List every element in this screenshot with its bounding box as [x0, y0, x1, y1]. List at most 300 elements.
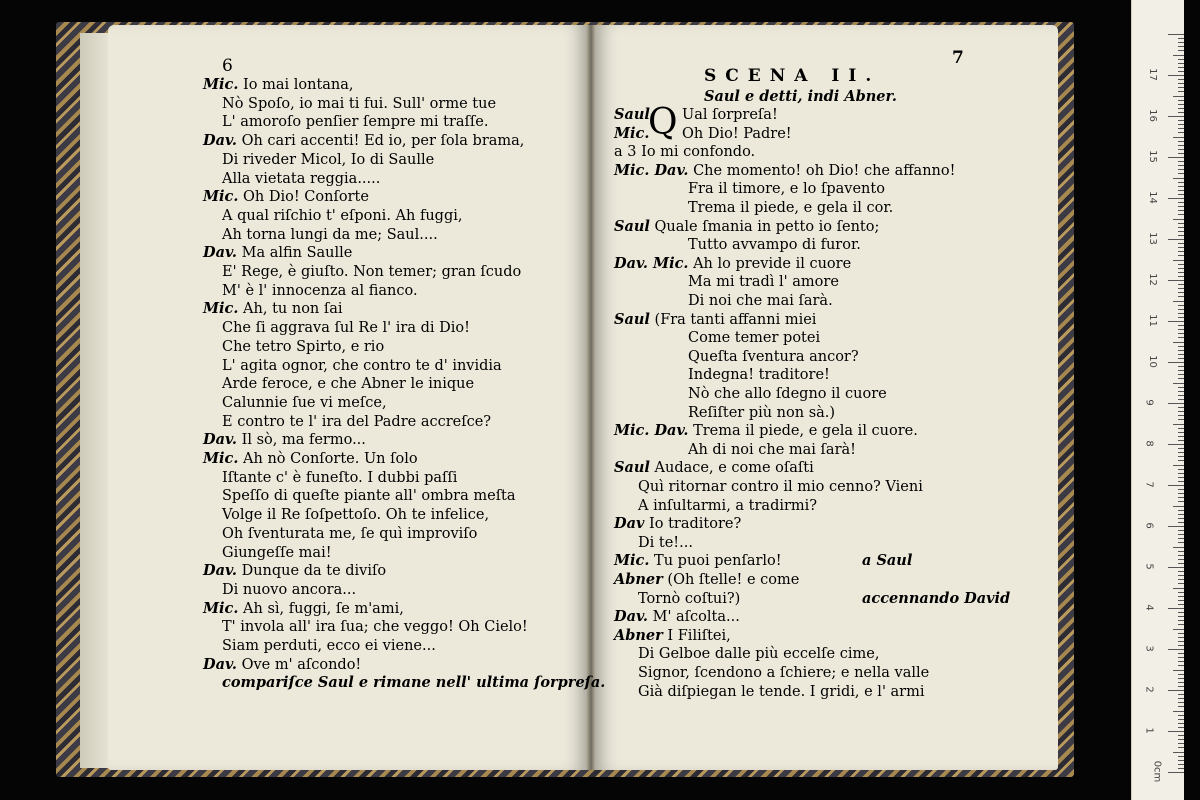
- ruler-tick: [1178, 83, 1184, 84]
- ruler-tick: [1178, 657, 1184, 658]
- ruler-label: 5: [1143, 563, 1155, 570]
- line-text: (Oh ſtelle! e come: [662, 572, 800, 588]
- ruler-label: 0cm: [1151, 760, 1163, 783]
- line-text: Ma mi tradì l' amore: [688, 274, 839, 291]
- dropcap-letter: Q: [648, 102, 678, 143]
- speaker-label: Dav.: [203, 132, 237, 150]
- ruler-tick: [1178, 616, 1184, 617]
- ruler-tick: [1173, 752, 1184, 753]
- ruler-tick: [1178, 313, 1184, 314]
- ruler-tick: [1178, 743, 1184, 744]
- ruler-tick: [1178, 276, 1184, 277]
- speaker-label: Abner: [614, 626, 663, 644]
- speaker-label: Mic.: [203, 450, 239, 467]
- text-line: [222, 95, 496, 113]
- ruler-tick: [1178, 612, 1184, 613]
- text-line: [688, 385, 887, 403]
- ruler-tick: [1178, 493, 1184, 494]
- text-line: [614, 255, 851, 273]
- ruler-tick: [1178, 251, 1184, 252]
- ruler-tick: [1178, 661, 1184, 662]
- speaker-label: Mic.: [203, 188, 239, 206]
- ruler-tick: [1173, 219, 1184, 220]
- ruler-tick: [1178, 739, 1184, 740]
- text-line: [203, 450, 418, 468]
- ruler-tick: [1178, 653, 1184, 654]
- ruler-tick: [1178, 518, 1184, 519]
- ruler-tick: [1168, 157, 1184, 158]
- line-text: Ual ſorpreſa!: [682, 107, 778, 123]
- text-line: [614, 162, 955, 180]
- text-line: [638, 683, 925, 701]
- ruler-tick: [1178, 161, 1184, 162]
- line-text: I Filiſtei,: [662, 627, 731, 644]
- ruler-tick: [1178, 387, 1184, 388]
- ruler-tick: [1178, 210, 1184, 211]
- text-line: [638, 497, 817, 515]
- text-line: [222, 487, 516, 505]
- ruler-tick: [1178, 358, 1184, 359]
- ruler-tick: [1178, 756, 1184, 757]
- text-line: [688, 441, 856, 459]
- speaker-label: Saul: [614, 217, 650, 235]
- ruler-tick: [1178, 723, 1184, 724]
- text-line: [614, 552, 913, 570]
- text-line: [203, 656, 361, 674]
- line-text: Tornò coſtui?): [638, 590, 741, 607]
- text-line: [614, 459, 814, 477]
- ruler-tick: [1178, 87, 1184, 88]
- ruler-tick: [1178, 428, 1184, 429]
- line-text: Fra il timore, e lo ſpavento: [688, 181, 885, 198]
- right-page-number: 7: [952, 48, 964, 68]
- ruler-tick: [1178, 514, 1184, 515]
- speaker-label: Dav.: [614, 608, 648, 626]
- line-text: Iſtante c' è funeſto. I dubbi paſſi: [222, 469, 458, 486]
- ruler-tick: [1168, 772, 1184, 773]
- ruler-tick: [1178, 71, 1184, 72]
- ruler-tick: [1178, 38, 1184, 39]
- text-line: [614, 311, 816, 329]
- ruler-label: 6: [1143, 522, 1155, 529]
- ruler-tick: [1178, 214, 1184, 215]
- speaker-label: Mic.: [614, 552, 650, 570]
- ruler-tick: [1178, 624, 1184, 625]
- ruler-label: 2: [1143, 686, 1155, 693]
- ruler-tick: [1178, 354, 1184, 355]
- line-text: Io mai lontana,: [238, 77, 354, 93]
- ruler-tick: [1178, 678, 1184, 679]
- line-text: Dunque da te diviſo: [236, 563, 387, 580]
- ruler-tick: [1178, 247, 1184, 248]
- ruler-tick: [1178, 329, 1184, 330]
- ruler-tick: [1178, 350, 1184, 351]
- line-text: Volge il Re ſoſpettoſo. Oh te infelice,: [222, 507, 490, 524]
- ruler-tick: [1173, 342, 1184, 343]
- ruler-tick: [1178, 440, 1184, 441]
- line-text: Di Gelboe dalle più eccelſe cime,: [638, 646, 880, 663]
- line-text: Ah, tu non ſai: [238, 301, 343, 318]
- line-text: Siam perduti, ecco ei viene...: [222, 638, 436, 654]
- line-text: Nò che allo ſdegno il cuore: [688, 386, 887, 402]
- ruler-label: 12: [1146, 273, 1158, 286]
- text-line: [203, 431, 366, 449]
- text-line: [688, 199, 893, 217]
- ruler-tick: [1178, 604, 1184, 605]
- ruler-tick: [1178, 165, 1184, 166]
- ruler-label: 10: [1146, 355, 1158, 368]
- ruler-tick: [1178, 79, 1184, 80]
- ruler-tick: [1178, 128, 1184, 129]
- line-text: Signor, ſcendono a ſchiere; e nella valle: [638, 665, 930, 681]
- ruler-tick: [1178, 100, 1184, 101]
- line-text: Quale ſmania in petto io ſento;: [649, 218, 880, 235]
- ruler-label: 14: [1146, 191, 1158, 204]
- ruler-label: 15: [1146, 150, 1158, 163]
- line-text: Ma alfin Saulle: [236, 245, 353, 262]
- ruler-tick: [1168, 526, 1184, 527]
- ruler-tick: [1178, 370, 1184, 371]
- ruler-tick: [1178, 366, 1184, 367]
- ruler-tick: [1178, 411, 1184, 412]
- ruler-tick: [1168, 567, 1184, 568]
- ruler-tick: [1178, 223, 1184, 224]
- line-text: Io traditore?: [644, 516, 742, 533]
- line-text: Ah sì, fuggi, ſe m'ami,: [238, 600, 404, 617]
- ruler-tick: [1178, 243, 1184, 244]
- line-text: Oh Dio! Conſorte: [238, 189, 369, 206]
- ruler-tick: [1178, 272, 1184, 273]
- speaker-label: Dav.: [203, 431, 237, 449]
- text-line: [614, 608, 740, 626]
- ruler-tick: [1173, 424, 1184, 425]
- speaker-label: Mic. Dav.: [614, 161, 689, 179]
- ruler-tick: [1178, 534, 1184, 535]
- ruler-tick: [1168, 321, 1184, 322]
- text-line: [688, 348, 859, 366]
- speaker-label: Dav.: [203, 244, 237, 262]
- speaker-label: Dav. Mic.: [614, 254, 689, 272]
- ruler-tick: [1168, 34, 1184, 35]
- ruler-tick: [1178, 706, 1184, 707]
- ruler-tick: [1178, 91, 1184, 92]
- ruler-tick: [1168, 116, 1184, 117]
- text-line: [203, 562, 386, 580]
- line-text: Ove m' aſcondo!: [236, 656, 362, 673]
- ruler-tick: [1178, 391, 1184, 392]
- text-line: [222, 581, 356, 599]
- line-text: Trema il piede, e gela il cuore.: [688, 423, 918, 440]
- ruler-tick: [1178, 182, 1184, 183]
- line-text: Di nuovo ancora...: [222, 581, 357, 598]
- line-text: (Fra tanti affanni miei: [649, 311, 817, 328]
- ruler-tick: [1178, 120, 1184, 121]
- text-line: [614, 627, 731, 645]
- text-line: [614, 125, 792, 143]
- ruler-tick: [1178, 104, 1184, 105]
- text-line: [688, 329, 820, 347]
- text-line: [222, 207, 462, 225]
- ruler-tick: [1173, 383, 1184, 384]
- speaker-label: Mic.: [614, 124, 650, 142]
- text-line: [222, 170, 380, 188]
- ruler-tick: [1178, 600, 1184, 601]
- text-line: [688, 273, 839, 291]
- text-line: [222, 319, 470, 337]
- ruler-label: 17: [1146, 68, 1158, 81]
- line-text: Che tetro Spirto, e rio: [222, 338, 385, 355]
- text-line: [614, 422, 918, 440]
- ruler-tick: [1178, 436, 1184, 437]
- ruler-tick: [1178, 264, 1184, 265]
- line-text: Di noi che mai ſarà.: [688, 293, 833, 309]
- text-line: [222, 357, 502, 375]
- text-line: [222, 113, 488, 131]
- ruler-tick: [1178, 235, 1184, 236]
- text-line: [222, 544, 332, 562]
- ruler-tick: [1178, 501, 1184, 502]
- ruler-tick: [1173, 670, 1184, 671]
- line-text: E contro te l' ira del Padre accreſce?: [222, 413, 492, 430]
- line-text: Oh ſventurata me, ſe quì improviſo: [222, 525, 478, 542]
- text-line: [222, 375, 474, 393]
- ruler-tick: [1178, 592, 1184, 593]
- ruler-tick: [1178, 551, 1184, 552]
- ruler-tick: [1178, 124, 1184, 125]
- text-line: [614, 143, 755, 161]
- line-text: compariſce Saul e rimane nell' ultima ſorpreſa.: [222, 674, 606, 692]
- text-line: [222, 469, 457, 487]
- text-line: [203, 600, 404, 618]
- ruler-tick: [1178, 674, 1184, 675]
- ruler-tick: [1178, 374, 1184, 375]
- line-text: Ah lo previde il cuore: [688, 255, 852, 272]
- line-text: A qual riſchio t' eſponi. Ah fuggi,: [222, 207, 463, 224]
- ruler-tick: [1178, 473, 1184, 474]
- ruler-tick: [1173, 629, 1184, 630]
- ruler-tick: [1178, 186, 1184, 187]
- ruler-tick: [1173, 260, 1184, 261]
- ruler-label: 4: [1143, 604, 1155, 611]
- ruler-tick: [1178, 141, 1184, 142]
- ruler-tick: [1173, 465, 1184, 466]
- ruler-tick: [1178, 268, 1184, 269]
- ruler-tick: [1178, 149, 1184, 150]
- ruler-tick: [1178, 132, 1184, 133]
- ruler-tick: [1168, 239, 1184, 240]
- left-page-number: 6: [222, 56, 233, 76]
- ruler-tick: [1178, 571, 1184, 572]
- text-line: [203, 300, 343, 318]
- ruler-tick: [1178, 284, 1184, 285]
- ruler-tick: [1178, 637, 1184, 638]
- text-line: [614, 571, 799, 589]
- ruler-tick: [1178, 317, 1184, 318]
- ruler-label: 13: [1146, 232, 1158, 245]
- line-text: E' Rege, è giuſto. Non temer; gran ſcudo: [222, 264, 522, 280]
- line-text: Quì ritornar contro il mio cenno? Vieni: [638, 479, 923, 495]
- line-text: Che momento! oh Dio! che affanno!: [688, 162, 956, 179]
- speaker-label: Mic. Dav.: [614, 422, 689, 440]
- ruler-tick: [1168, 485, 1184, 486]
- ruler-tick: [1178, 50, 1184, 51]
- line-text: Queſta ſventura ancor?: [688, 348, 859, 365]
- ruler-label: 8: [1143, 440, 1155, 447]
- ruler-tick: [1178, 333, 1184, 334]
- ruler-tick: [1178, 399, 1184, 400]
- ruler-label: 11: [1146, 314, 1158, 327]
- text-line: [203, 76, 354, 94]
- line-text: Io mi confondo.: [636, 144, 756, 161]
- ruler-tick: [1178, 735, 1184, 736]
- ruler-tick: [1178, 579, 1184, 580]
- ruler-tick: [1178, 682, 1184, 683]
- text-line: [222, 506, 489, 524]
- ruler-tick: [1178, 194, 1184, 195]
- ruler-tick: [1168, 198, 1184, 199]
- ruler-tick: [1173, 96, 1184, 97]
- ruler-tick: [1178, 305, 1184, 306]
- speaker-label: Abner: [614, 571, 663, 588]
- line-text: Di riveder Micol, Io di Saulle: [222, 151, 435, 168]
- ruler-tick: [1168, 731, 1184, 732]
- ruler-tick: [1178, 145, 1184, 146]
- text-line: [222, 525, 477, 543]
- ruler-tick: [1168, 608, 1184, 609]
- text-line: [222, 674, 605, 692]
- text-line: [638, 478, 923, 496]
- ruler-tick: [1178, 346, 1184, 347]
- ruler-tick: [1168, 444, 1184, 445]
- line-text: Nò Spoſo, io mai ti fui. Sull' orme tue: [222, 95, 497, 112]
- text-line: [222, 263, 521, 281]
- ruler-tick: [1178, 190, 1184, 191]
- ruler-tick: [1178, 309, 1184, 310]
- text-line: [638, 664, 929, 682]
- ruler-tick: [1178, 460, 1184, 461]
- ruler-tick: [1178, 153, 1184, 154]
- text-line: [614, 218, 879, 236]
- text-line: [638, 589, 1011, 608]
- text-line: [688, 292, 833, 310]
- line-text: A inſultarmi, a tradirmi?: [638, 497, 818, 514]
- line-text: Arde feroce, e che Abner le inique: [222, 376, 475, 393]
- ruler-tick: [1173, 547, 1184, 548]
- text-line: [222, 226, 438, 244]
- ruler-tick: [1178, 563, 1184, 564]
- line-text: Alla vietata reggia.....: [222, 170, 381, 187]
- speaker-label: a 3: [614, 144, 637, 161]
- ruler-label: 3: [1143, 645, 1155, 652]
- text-line: [203, 244, 352, 262]
- ruler-tick: [1178, 325, 1184, 326]
- ruler-tick: [1178, 489, 1184, 490]
- ruler-tick: [1178, 702, 1184, 703]
- scene-title: SCENA II.: [704, 66, 881, 86]
- ruler-tick: [1178, 583, 1184, 584]
- ruler-label: 7: [1143, 481, 1155, 488]
- ruler-tick: [1173, 711, 1184, 712]
- line-text: L' amoroſo penſier ſempre mi traſſe.: [222, 114, 489, 131]
- line-text: L' agita ognor, che contro te d' invidia: [222, 357, 502, 374]
- ruler-tick: [1178, 448, 1184, 449]
- text-line: [222, 282, 418, 300]
- ruler-tick: [1178, 469, 1184, 470]
- line-text: Tutto avvampo di furor.: [688, 237, 861, 254]
- ruler-tick: [1178, 727, 1184, 728]
- ruler-tick: [1178, 407, 1184, 408]
- book-gutter: [586, 25, 596, 770]
- text-line: [614, 106, 778, 124]
- measurement-ruler: [1131, 0, 1184, 800]
- ruler-tick: [1178, 538, 1184, 539]
- ruler-tick: [1178, 481, 1184, 482]
- speaker-label: Mic.: [203, 300, 239, 318]
- text-line: [222, 338, 384, 356]
- ruler-tick: [1178, 760, 1184, 761]
- line-text: Trema il piede, e gela il cor.: [688, 200, 894, 216]
- ruler-tick: [1178, 542, 1184, 543]
- ruler-tick: [1178, 522, 1184, 523]
- ruler-tick: [1178, 227, 1184, 228]
- text-line: [688, 236, 861, 254]
- line-text: Di te!...: [638, 534, 693, 551]
- ruler-tick: [1178, 288, 1184, 289]
- text-line: [203, 132, 524, 150]
- ruler-tick: [1168, 649, 1184, 650]
- line-text: Indegna! traditore!: [688, 367, 830, 384]
- ruler-label: 9: [1143, 399, 1155, 406]
- line-text: Reſiſter più non sà.): [688, 404, 836, 421]
- ruler-tick: [1168, 403, 1184, 404]
- ruler-tick: [1178, 764, 1184, 765]
- ruler-tick: [1173, 301, 1184, 302]
- line-text: Come temer potei: [688, 330, 821, 347]
- ruler-tick: [1178, 169, 1184, 170]
- ruler-tick: [1178, 559, 1184, 560]
- line-text: T' invola all' ira ſua; che veggo! Oh Cielo!: [222, 619, 528, 636]
- ruler-tick: [1178, 112, 1184, 113]
- text-line: [614, 515, 741, 533]
- text-line: [688, 366, 830, 384]
- ruler-tick: [1168, 690, 1184, 691]
- line-text: Speſſo di queſte piante all' ombra meſta: [222, 488, 516, 505]
- ruler-tick: [1178, 530, 1184, 531]
- speaker-label: Dav.: [203, 655, 237, 673]
- ruler-tick: [1168, 75, 1184, 76]
- stage-direction: accennando David: [862, 589, 1011, 607]
- line-text: Il sò, ma fermo...: [236, 432, 366, 449]
- ruler-tick: [1178, 686, 1184, 687]
- line-text: Audace, e come oſaſti: [649, 460, 814, 477]
- ruler-tick: [1168, 280, 1184, 281]
- ruler-tick: [1178, 715, 1184, 716]
- line-text: Oh cari accenti! Ed io, per ſola brama,: [236, 133, 525, 150]
- ruler-tick: [1178, 477, 1184, 478]
- ruler-tick: [1178, 42, 1184, 43]
- ruler-tick: [1178, 645, 1184, 646]
- speaker-label: Dav: [614, 515, 645, 533]
- ruler-tick: [1178, 698, 1184, 699]
- line-text: M' è l' innocenza al fianco.: [222, 282, 418, 299]
- speaker-label: Saul: [614, 106, 650, 123]
- ruler-tick: [1178, 63, 1184, 64]
- ruler-tick: [1178, 575, 1184, 576]
- ruler-tick: [1178, 415, 1184, 416]
- line-text: Che ſi aggrava ſul Re l' ira di Dio!: [222, 320, 470, 337]
- ruler-tick: [1178, 497, 1184, 498]
- ruler-tick: [1178, 231, 1184, 232]
